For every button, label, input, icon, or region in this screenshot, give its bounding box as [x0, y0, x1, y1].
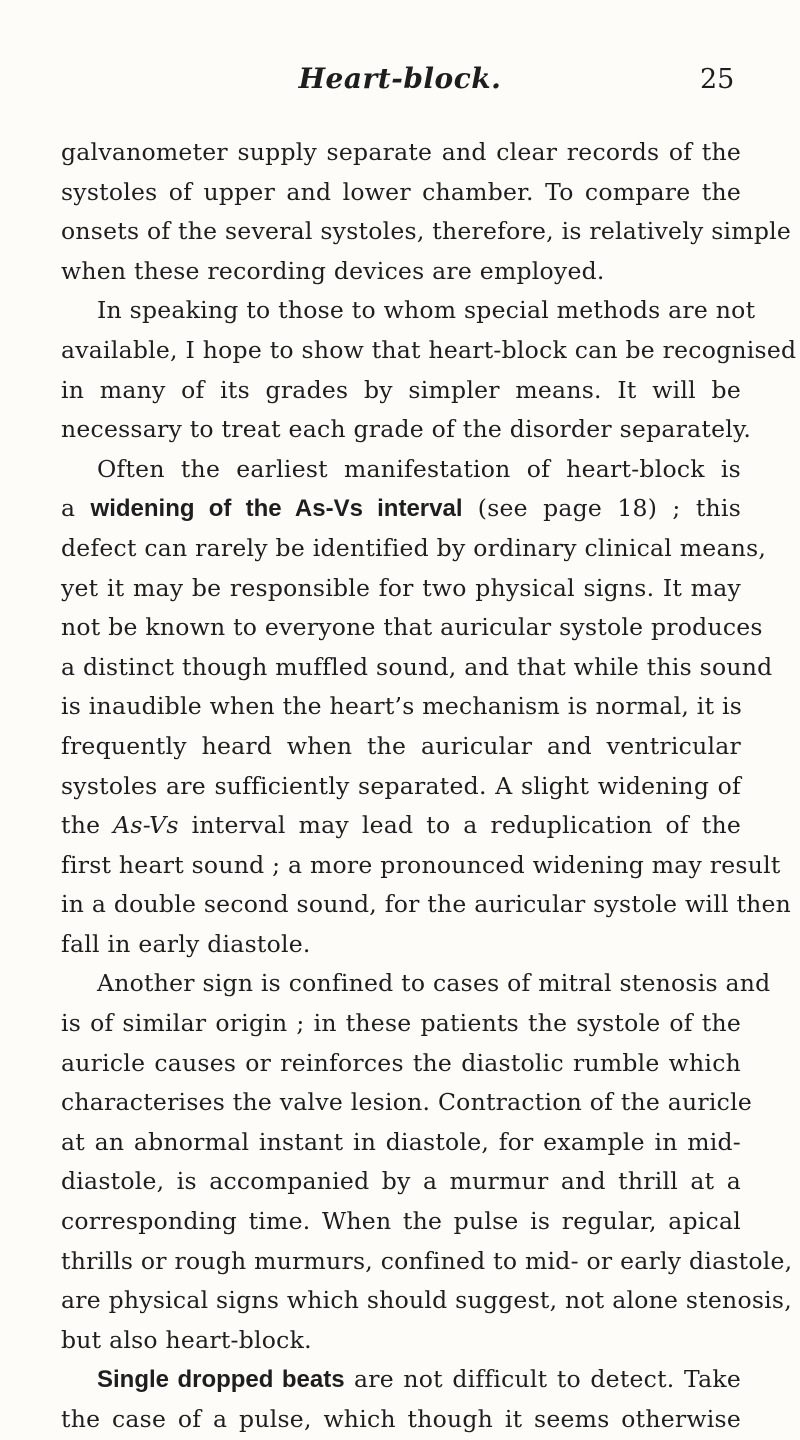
text-fragment: are not difficult to detect. Take	[344, 1365, 741, 1394]
running-title: Heart-block.	[298, 62, 502, 95]
text-line: corresponding time. When the pulse is regular, apical	[61, 1207, 741, 1236]
text-line: first heart sound ; a more pronounced widening may result	[61, 850, 781, 879]
text-line: is inaudible when the heart’s mechanism is normal, it is	[61, 692, 743, 721]
text-line: yet it may be responsible for two physical signs. It may	[61, 573, 741, 602]
text-line: fall in early diastole.	[61, 929, 311, 958]
bold-term: widening of the As-Vs interval	[90, 495, 463, 523]
text-line: a distinct though muffled sound, and that while this sound	[61, 652, 773, 681]
text-line: auricle causes or reinforces the diastolic rumble which	[61, 1048, 741, 1077]
text-line: systoles of upper and lower chamber. To compare the	[61, 177, 741, 206]
text-line	[61, 1360, 741, 1400]
text-line: frequently heard when the auricular and ventricular	[61, 731, 741, 760]
page-number: 25	[700, 64, 735, 95]
text-line	[61, 489, 741, 529]
text-line: in a double second sound, for the auricular systole will then	[61, 890, 792, 919]
text-line: when these recording devices are employed.	[61, 256, 605, 285]
text-line: at an abnormal instant in diastole, for example in mid-	[61, 1127, 741, 1156]
text-line: necessary to treat each grade of the disorder separately.	[61, 415, 752, 444]
bold-term: Single dropped beats	[97, 1366, 345, 1394]
text-line: thrills or rough murmurs, confined to mid- or early diastole,	[61, 1246, 793, 1275]
text-line: defect can rarely be identified by ordinary clinical means,	[61, 533, 767, 562]
text-line: not be known to everyone that auricular systole produces	[61, 613, 763, 642]
text-line: diastole, is accompanied by a murmur and thrill at a	[61, 1167, 741, 1196]
text-line: galvanometer supply separate and clear records of the	[61, 138, 741, 166]
text-line: characterises the valve lesion. Contraction of the auricle	[61, 1088, 753, 1117]
text-line: Another sign is confined to cases of mitral stenosis and	[97, 969, 771, 998]
text-line: Often the earliest manifestation of heart-block is	[97, 454, 741, 483]
text-line: available, I hope to show that heart-block can be recognised	[61, 335, 797, 364]
text-line: but also heart-block.	[61, 1325, 312, 1354]
text-fragment: interval may lead to a reduplication of the	[178, 811, 741, 840]
text-line: In speaking to those to whom special methods are not	[97, 296, 756, 325]
italic-term: As-Vs	[113, 811, 179, 840]
text-line: the case of a pulse, which though it seems otherwise	[61, 1405, 741, 1433]
text-line: are physical signs which should suggest, not alone stenosis,	[61, 1286, 792, 1315]
running-head	[0, 62, 800, 102]
text-fragment: (see page 18) ; this	[462, 494, 742, 523]
body-text	[61, 133, 797, 1440]
text-line: onsets of the several systoles, therefore, is relatively simple	[61, 217, 792, 246]
text-line	[61, 806, 741, 846]
text-line: is of similar origin ; in these patients the systole of the	[61, 1009, 741, 1038]
text-line: in many of its grades by simpler means. It will be	[61, 375, 741, 404]
text-line: systoles are sufficiently separated. A slight widening of	[61, 771, 741, 800]
text-fragment: the	[61, 811, 114, 840]
text-fragment: a	[61, 494, 91, 523]
